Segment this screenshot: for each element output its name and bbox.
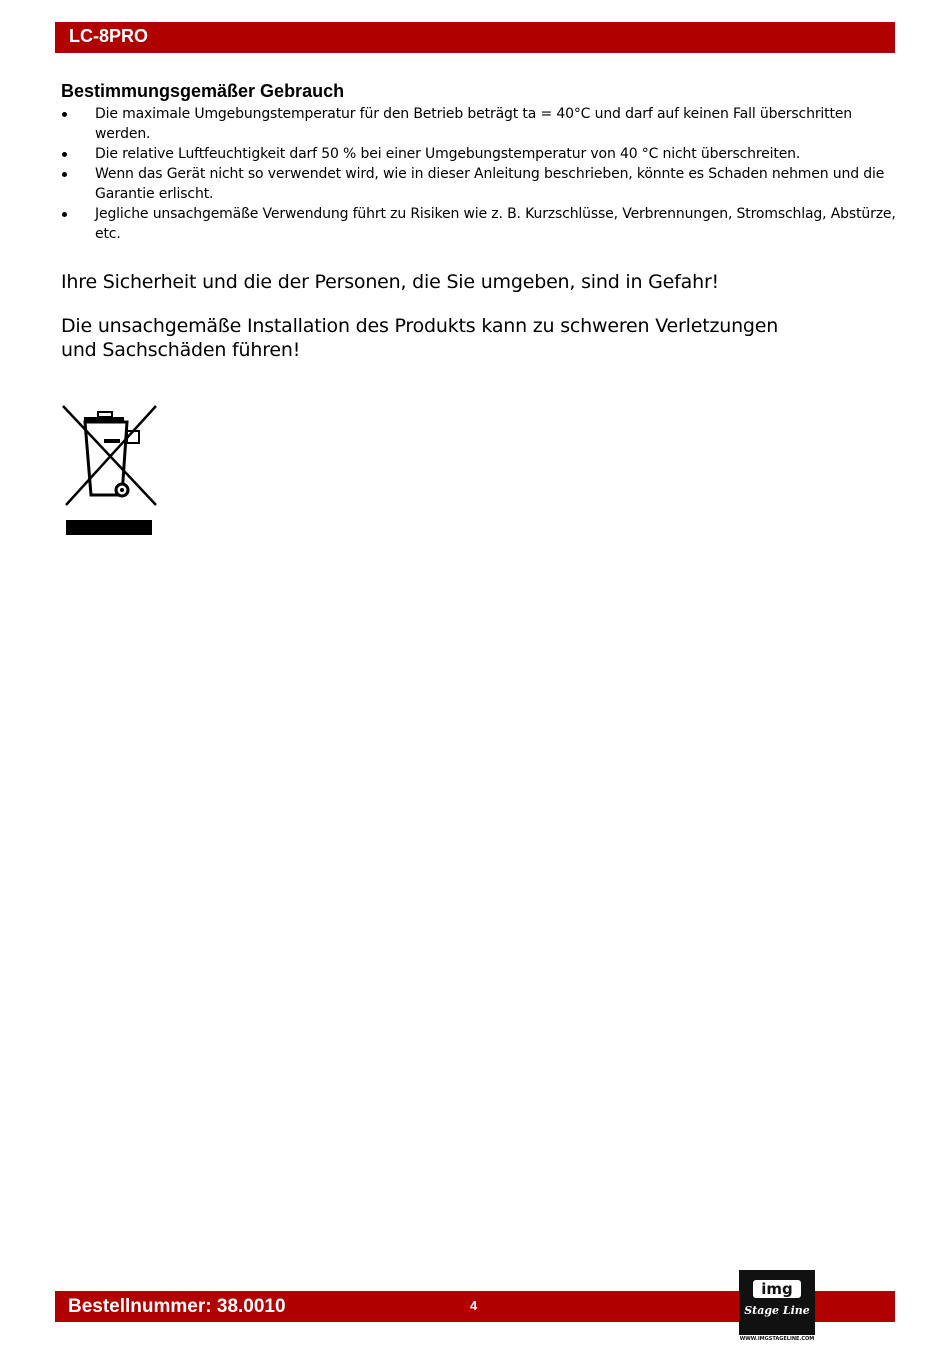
- installation-warning: Die unsachgemäße Installation des Produkts kann zu schweren Verletzungen und Sachschäden führen!: [61, 315, 779, 361]
- header-bar: [55, 22, 895, 53]
- logo-url: WWW.IMGSTAGELINE.COM: [739, 1336, 815, 1342]
- bullet-icon: [62, 112, 67, 117]
- logo-background: [739, 1270, 815, 1335]
- logo-stage-line-text: Stage Line: [744, 1304, 810, 1317]
- list-item: Die relative Luftfeuchtigkeit darf 50 % bei einer Umgebungstemperatur von 40 °C nicht überschreiten.: [61, 144, 901, 164]
- bullet-icon: [62, 152, 67, 157]
- bullet-icon: [62, 172, 67, 177]
- safety-warning: Ihre Sicherheit und die der Personen, die Sie umgeben, sind in Gefahr!: [61, 271, 719, 293]
- section-heading: Bestimmungsgemäßer Gebrauch: [61, 81, 345, 101]
- order-number: Bestellnummer: 38.0010: [68, 1296, 286, 1317]
- logo-img-text: img: [753, 1280, 801, 1298]
- weee-crossed-bin-icon: [60, 403, 160, 537]
- brand-logo: [739, 1270, 815, 1345]
- page-number: 4: [470, 1298, 478, 1313]
- usage-list: [61, 104, 901, 244]
- main-content: [61, 81, 901, 362]
- bullet-icon: [62, 212, 67, 217]
- product-title: LC-8PRO: [69, 26, 149, 46]
- list-item: Jegliche unsachgemäße Verwendung führt zu Risiken wie z. B. Kurzschlüsse, Verbrennungen, Stromschlag, Abstürze, etc.: [61, 204, 901, 244]
- list-item: Wenn das Gerät nicht so verwendet wird, wie in dieser Anleitung beschrieben, könnte es Schaden nehmen und die Garantie erlischt.: [61, 164, 901, 204]
- list-item: Die maximale Umgebungstemperatur für den Betrieb beträgt ta = 40°C und darf auf keinen Fall überschritten werden.: [61, 104, 901, 144]
